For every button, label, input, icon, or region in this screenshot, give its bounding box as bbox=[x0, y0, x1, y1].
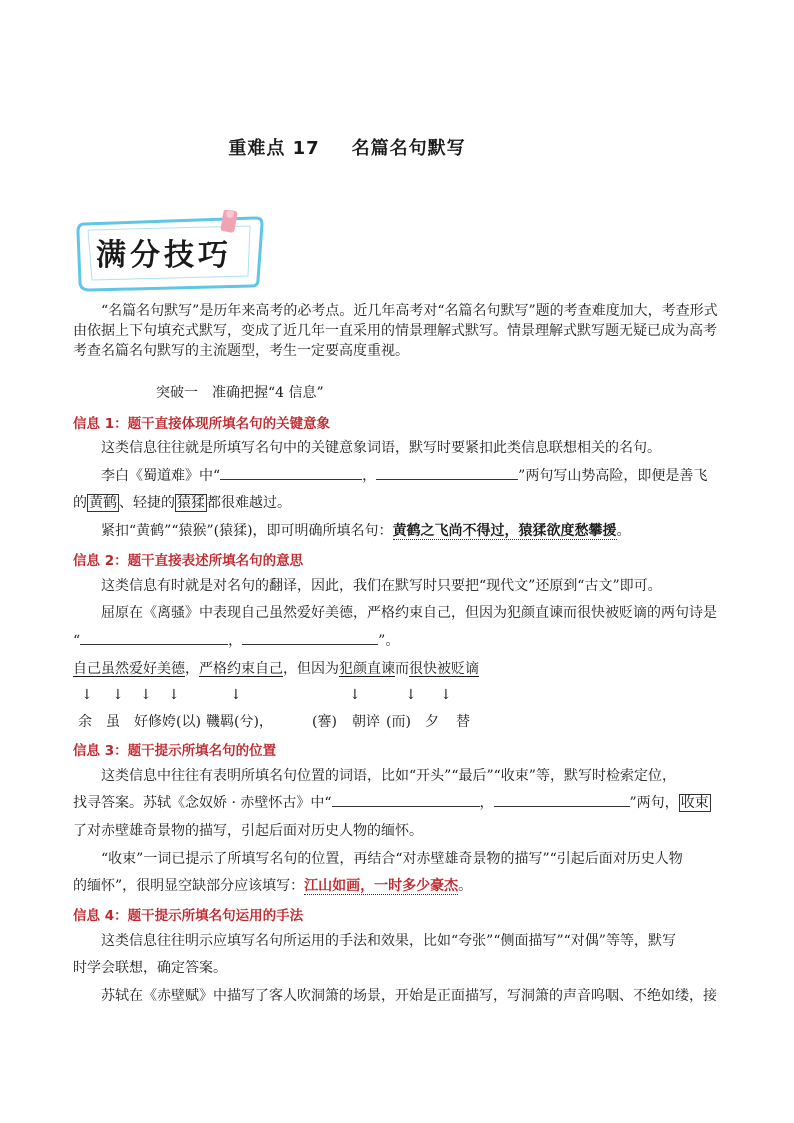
breakthrough-heading: 突破一 准确把握“4 信息” bbox=[156, 385, 324, 401]
info4-p2: 时学会联想，确定答案。 bbox=[73, 960, 227, 976]
arrow-down-icon: ↓ bbox=[405, 687, 417, 703]
info4-heading: 信息 4：题干提示所填名句运用的手法 bbox=[73, 908, 304, 924]
info4-p3: 苏轼在《赤壁赋》中描写了客人吹洞箫的场景，开始是正面描写，写洞箫的声音呜咽、不绝如缕，接 bbox=[101, 988, 717, 1004]
section-banner bbox=[74, 210, 270, 294]
info3-p2: 找寻答案。苏轼《念奴娇 · 赤壁怀古》中“ ， ”两句， 收束 bbox=[73, 795, 709, 811]
blank bbox=[242, 632, 378, 645]
info3-p3: 了对赤壁雄奇景物的描写，引起后面对历史人物的缅怀。 bbox=[73, 823, 423, 839]
info2-heading: 信息 2：题干直接表述所填名句的意思 bbox=[73, 553, 304, 569]
blank bbox=[332, 794, 480, 807]
info3-p4: “收束”一词已提示了所填写名句的位置，再结合“对赤壁雄奇景物的描写”“引起后面对历史人物 bbox=[101, 851, 683, 867]
keyword-ape: 猿猱 bbox=[177, 495, 205, 511]
info4-p1: 这类信息往往明示应填写名句所运用的手法和效果，比如“夸张”“侧面描写”“对偶”等等，默写 bbox=[101, 933, 676, 949]
info1-p1: 这类信息往往就是所填写名句中的关键意象词语，默写时要紧扣此类信息联想相关的名句。 bbox=[101, 440, 661, 456]
arrow-down-icon: ↓ bbox=[81, 687, 93, 703]
mapping-arrows bbox=[0, 687, 794, 707]
info3-p5: 的缅怀”，很明显空缺部分应该填写：江山如画，一时多少豪杰。 bbox=[73, 878, 473, 894]
info1-p3: 的 黄鹤 、轻捷的 猿猱 都很难越过。 bbox=[73, 495, 291, 511]
keyword-shoushu: 收束 bbox=[680, 795, 709, 811]
arrow-down-icon: ↓ bbox=[112, 687, 124, 703]
arrow-down-icon: ↓ bbox=[349, 687, 361, 703]
blank bbox=[80, 632, 228, 645]
info2-p1: 这类信息有时就是对名句的翻译，因此，我们在默写时只要把“现代文”还原到“古文”即可。 bbox=[101, 578, 662, 594]
blank bbox=[494, 794, 630, 807]
info3-heading: 信息 3：题干提示所填名句的位置 bbox=[73, 743, 277, 759]
info2-p3: “ ， ”。 bbox=[73, 633, 400, 649]
info1-heading: 信息 1：题干直接体现所填名句的关键意象 bbox=[73, 416, 331, 432]
arrow-down-icon: ↓ bbox=[230, 687, 242, 703]
banner-text: 满分技巧 bbox=[96, 238, 232, 273]
classical-mapping: 余 虽 好修姱(以) 鞿羁(兮)， (謇) 朝谇 (而) 夕 替 bbox=[78, 714, 470, 730]
info2-p2: 屈原在《离骚》中表现自己虽然爱好美德，严格约束自己，但因为犯颜直谏而很快被贬谪的两句诗是 bbox=[101, 605, 717, 621]
blank bbox=[220, 467, 362, 480]
title-part2: 名篇名句默写 bbox=[351, 138, 466, 159]
blank bbox=[376, 467, 518, 480]
info3-p1: 这类信息中往往有表明所填名句位置的词语，比如“开头”“最后”“收束”等，默写时检索定位， bbox=[101, 768, 676, 784]
arrow-down-icon: ↓ bbox=[140, 687, 152, 703]
arrow-down-icon: ↓ bbox=[440, 687, 452, 703]
info1-answer: 黄鹤之飞尚不得过，猿猱欲度愁攀援 bbox=[392, 523, 617, 539]
intro-paragraph: “名篇名句默写”是历年来高考的必考点。近几年高考对“名篇名句默写”题的考查难度加大，考查形式由依据上下句填充式默写，变成了近几年一直采用的情景理解式默写。情景理解式默写题无疑已成为高考考查名篇名句默写的主流题型，考生一定要高度重视。 bbox=[73, 303, 718, 359]
keyword-yellow-crane: 黄鹤 bbox=[89, 495, 117, 511]
info2-modern-sentence: 自己虽然爱好美德，严格约束自己，但因为犯颜直谏而很快被贬谪 bbox=[73, 661, 479, 677]
info1-p4: 紧扣“黄鹤”“猿猴”(猿猱)，即可明确所填名句：黄鹤之飞尚不得过，猿猱欲度愁攀援。 bbox=[101, 523, 631, 539]
arrow-down-icon: ↓ bbox=[168, 687, 180, 703]
info3-answer: 江山如画，一时多少豪杰 bbox=[304, 878, 459, 894]
title-part1: 重难点 17 bbox=[228, 138, 320, 159]
page-title bbox=[0, 134, 694, 160]
info1-p2: 李白《蜀道难》中“ ， ”两句写山势高险，即便是善飞 bbox=[101, 468, 708, 484]
